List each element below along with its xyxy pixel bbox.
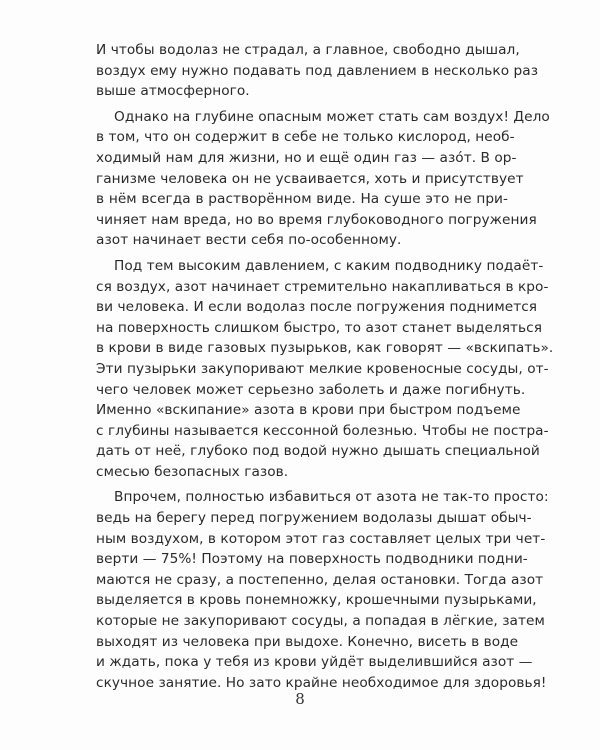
text-line: Под тем высоким давлением, с каким подводнику подаёт- (114, 257, 544, 274)
text-line: на поверхность слишком быстро, то азот станет выделяться (96, 319, 543, 336)
text-line: Впрочем, полностью избавиться от азота не так-то просто: (114, 489, 549, 506)
text-line: с глубины называется кессонной болезнью. Чтобы не постра- (96, 422, 549, 439)
text-line: верти — 75%! Поэтому на поверхность подводники подни- (96, 551, 528, 568)
text-line: смесью безопасных газов. (96, 463, 289, 480)
text-line: Именно «вскипание» азота в крови при быстром подъеме (96, 402, 521, 419)
text-line: ным воздухом, в котором этот газ составляет целых три чет- (96, 530, 546, 547)
text-line: чего человек может серьезно заболеть и даже погибнуть. (96, 381, 526, 398)
text-line: чиняет нам вреда, но во время глубоководного погружения (96, 211, 537, 228)
body-text (96, 40, 554, 693)
paragraph (96, 40, 539, 102)
text-line: ви человека. И если водолаз после погружения поднимется (96, 299, 538, 316)
text-line: выходят из человека при выдохе. Конечно, висеть в воде (96, 633, 519, 650)
text-line: и ждать, пока у тебя из крови уйдёт выделившийся азот — (96, 654, 533, 671)
paragraph (96, 256, 554, 483)
text-line: воздух ему нужно подавать под давлением в несколько раз (96, 62, 539, 79)
text-line: Эти пузырьки закупоривают мелкие кровеносные сосуды, от- (96, 360, 549, 377)
text-line: ведь на берегу перед погружением водолазы дышат обыч- (96, 510, 532, 527)
text-line: ся воздух, азот начинает стремительно накапливаться в кро- (96, 278, 549, 295)
text-line: дать от неё, глубоко под водой нужно дышать специальной (96, 443, 540, 460)
text-line: выше атмосферного. (96, 83, 250, 100)
paragraph (96, 487, 549, 693)
text-line: И чтобы водолаз не страдал, а главное, свободно дышал, (96, 42, 520, 58)
text-line: Однако на глубине опасным может стать сам воздух! Дело (114, 108, 550, 125)
text-line: ганизме человека он не усваивается, хоть и присутствует (96, 170, 524, 187)
text-line: азот начинает вести себя по-особенному. (96, 232, 402, 249)
text-line: скучное занятие. Но зато крайне необходимое для здоровья! (96, 674, 547, 691)
text-line: маются не сразу, а постепенно, делая остановки. Тогда азот (96, 571, 544, 588)
page-number: 8 (295, 690, 305, 708)
paragraph (96, 107, 550, 251)
text-line: выделяется в кровь понемножку, крошечными пузырьками, (96, 592, 537, 609)
text-line: которые не закупоривают сосуды, а попадая в лёгкие, затем (96, 613, 545, 630)
text-line: в том, что он содержит в себе не только кислород, необ- (96, 129, 515, 146)
text-line: ходимый нам для жизни, но и ещё один газ — азо́т. В ор- (96, 149, 517, 166)
text-line: в крови в виде газовых пузырьков, как говорят — «вскипать». (96, 340, 554, 357)
text-line: в нём всегда в растворённом виде. На суше это не при- (96, 191, 508, 208)
